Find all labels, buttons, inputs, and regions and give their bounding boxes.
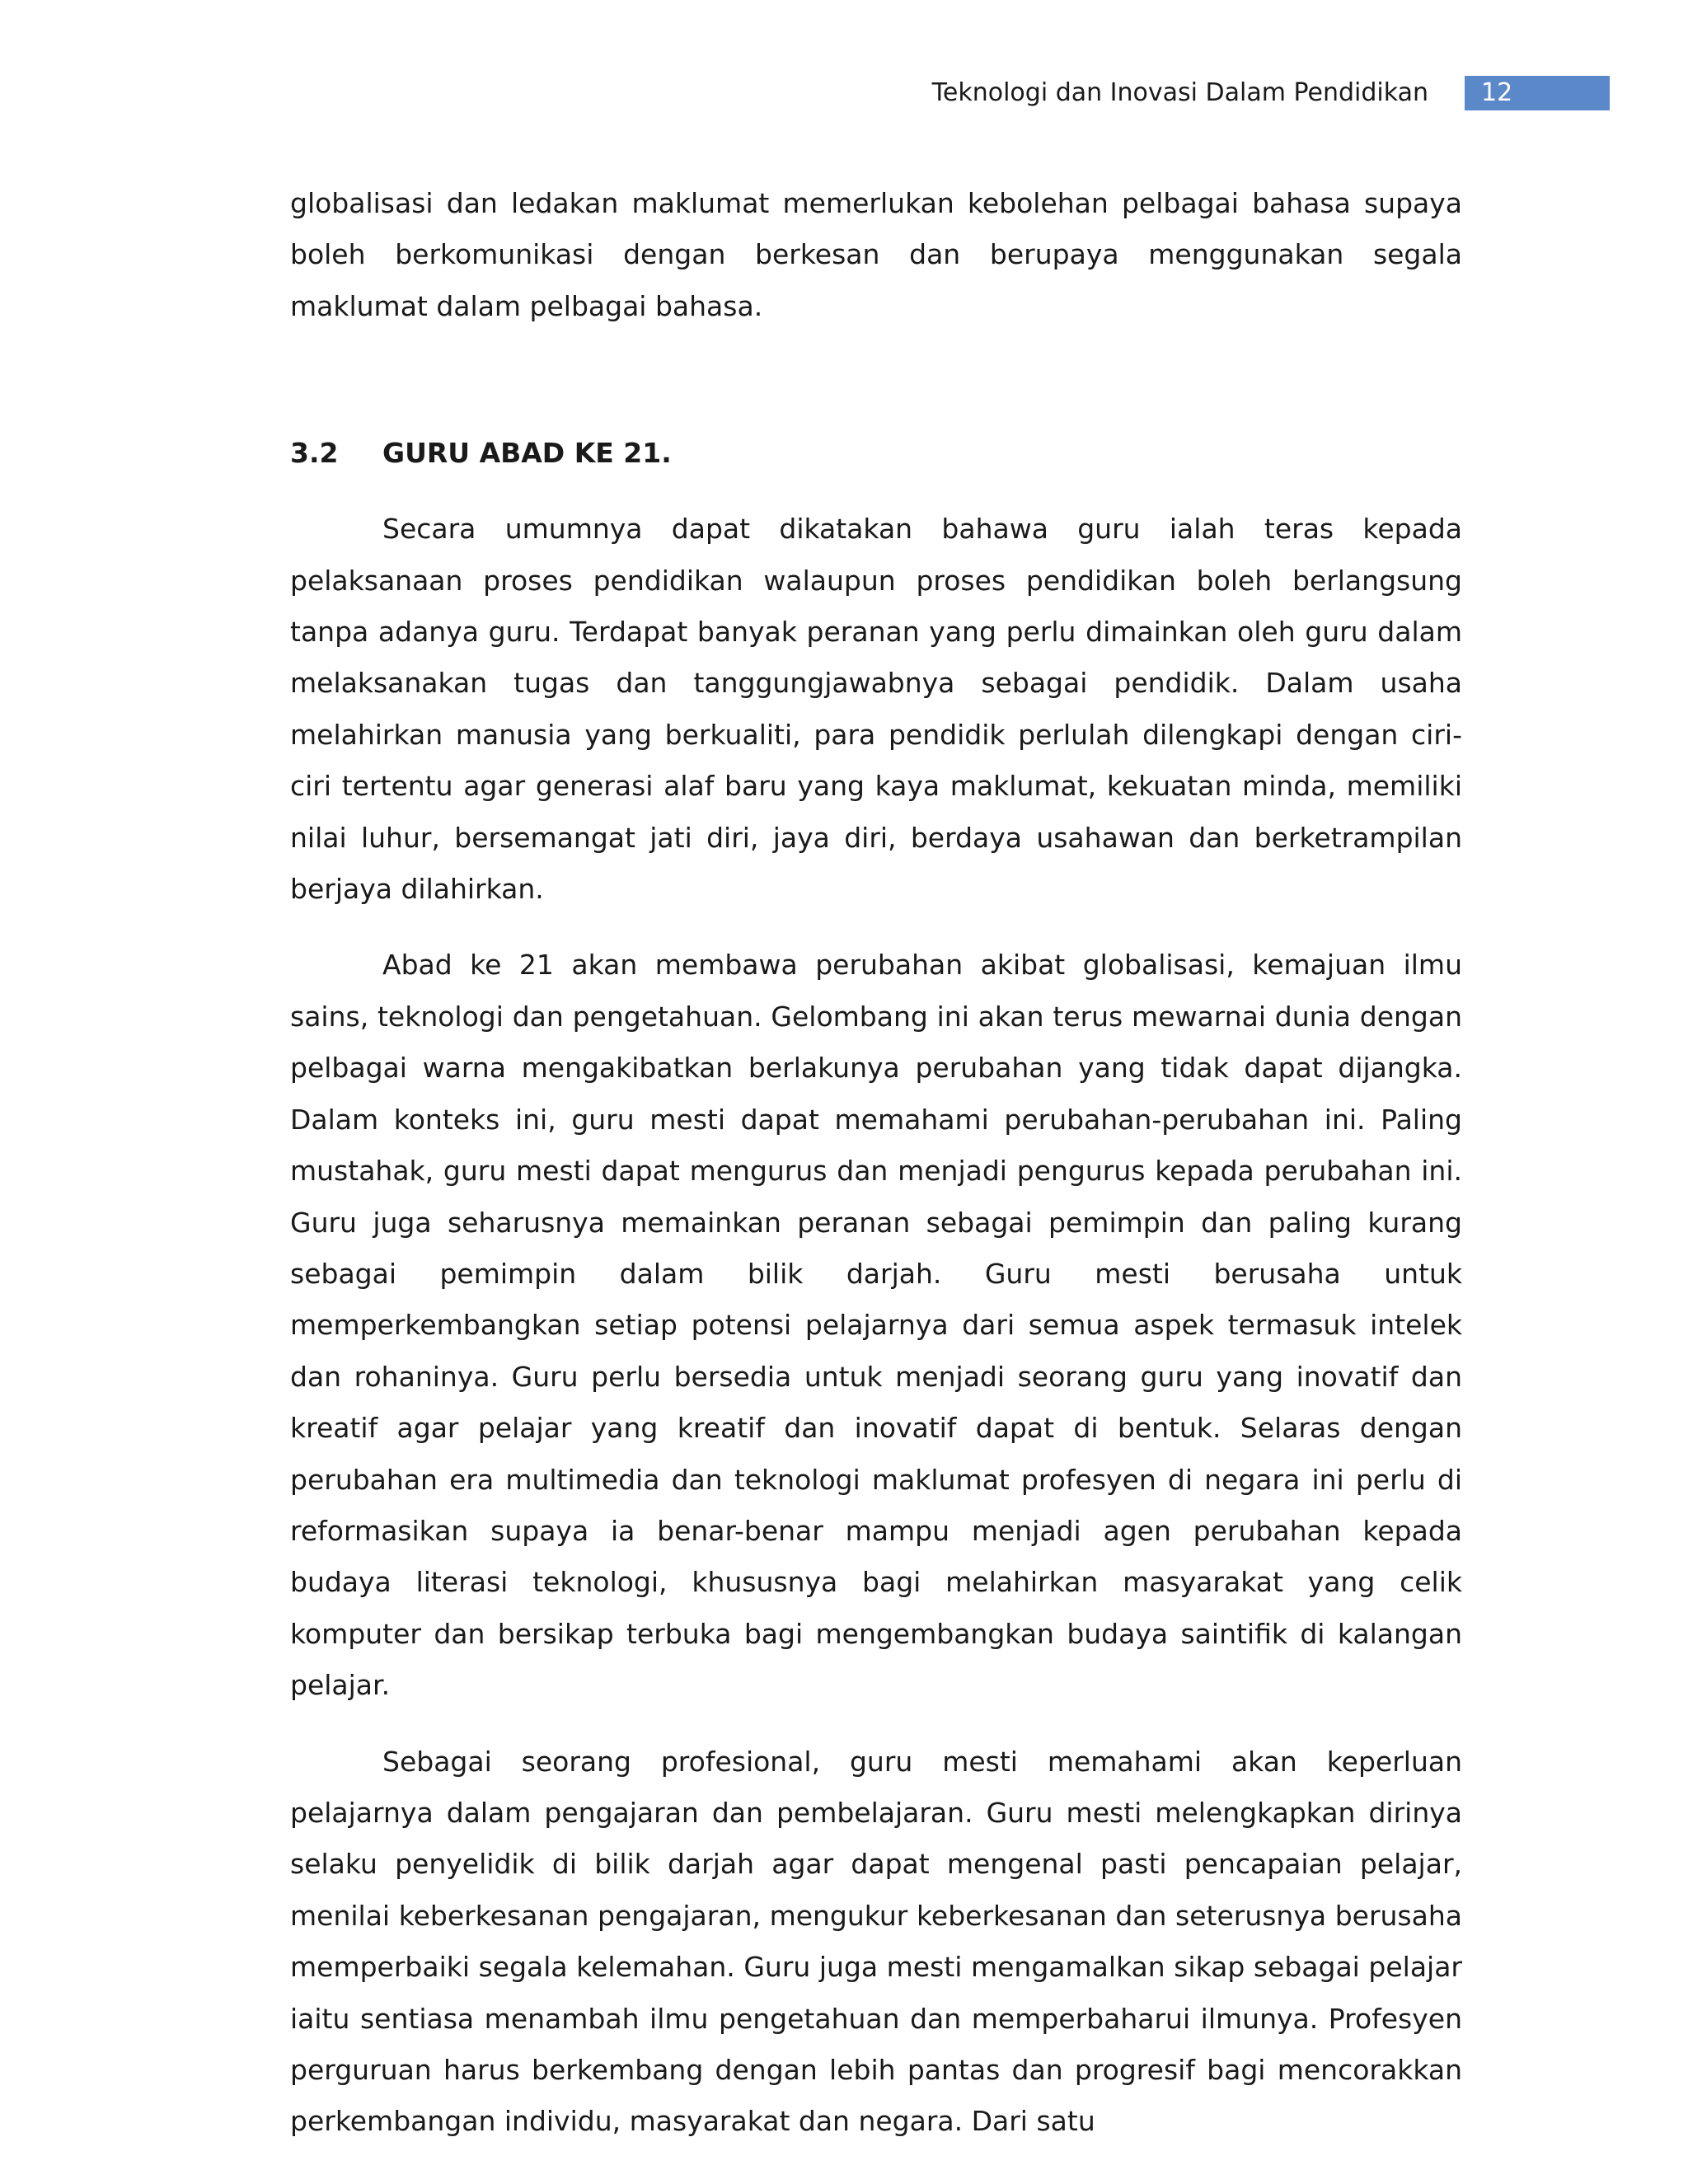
section-number: 3.2 — [290, 437, 339, 470]
page-number: 12 — [1481, 78, 1513, 107]
header-title: Teknologi dan Inovasi Dalam Pendidikan — [931, 78, 1428, 107]
section-title: GURU ABAD KE 21. — [382, 437, 672, 470]
page-number-box — [1465, 76, 1610, 110]
body-paragraph-1: Secara umumnya dapat dikatakan bahawa guru ialah teras kepada pelaksanaan proses pendidikan walaupun proses pendidikan boleh berlangsung tanpa adanya guru. Terdapat banyak peranan yang perlu dimainkan oleh guru dalam melaksanakan tugas dan tanggungjawabnya sebagai pendidik. Dalam usaha melahirkan manusia yang berkualiti, para pendidik perlulah dilengkapi dengan ciri-ciri tertentu agar generasi alaf baru yang kaya maklumat, kekuatan minda, memiliki nilai luhur, bersemangat jati diri, jaya diri, berdaya usahawan dan berketrampilan berjaya dilahirkan. — [290, 513, 1462, 906]
document-body — [290, 178, 1462, 2148]
section-heading — [290, 428, 1462, 479]
body-paragraph-2: Abad ke 21 akan membawa perubahan akibat globalisasi, kemajuan ilmu sains, teknologi dan pengetahuan. Gelombang ini akan terus mewarnai dunia dengan pelbagai warna mengakibatkan berlakunya perubahan yang tidak dapat dijangka. Dalam konteks ini, guru mesti dapat memahami perubahan-perubahan ini. Paling mustahak, guru mesti dapat mengurus dan menjadi pengurus kepada perubahan ini. Guru juga seharusnya memainkan peranan sebagai pemimpin dan paling kurang sebagai pemimpin dalam bilik darjah. Guru mesti berusaha untuk memperkembangkan setiap potensi pelajarnya dari semua aspek termasuk intelek dan rohaninya. Guru perlu bersedia untuk menjadi seorang guru yang inovatif dan kreatif agar pelajar yang kreatif dan inovatif dapat di bentuk. Selaras dengan perubahan era multimedia dan teknologi maklumat profesyen di negara ini perlu di reformasikan supaya ia benar-benar mampu menjadi agen perubahan kepada budaya literasi teknologi, khususnya bagi melahirkan masyarakat yang celik komputer dan bersikap terbuka bagi mengembangkan budaya saintifik di kalangan pelajar. — [290, 949, 1462, 1702]
intro-paragraph: globalisasi dan ledakan maklumat memerlukan kebolehan pelbagai bahasa supaya boleh berkomunikasi dengan berkesan dan berupaya menggunakan segala maklumat dalam pelbagai bahasa. — [290, 187, 1462, 322]
body-paragraph-3: Sebagai seorang profesional, guru mesti memahami akan keperluan pelajarnya dalam pengajaran dan pembelajaran. Guru mesti melengkapkan dirinya selaku penyelidik di bilik darjah agar dapat mengenal pasti pencapaian pelajar, menilai keberkesanan pengajaran, mengukur keberkesanan dan seterusnya berusaha memperbaiki segala kelemahan. Guru juga mesti mengamalkan sikap sebagai pelajar iaitu sentiasa menambah ilmu pengetahuan dan memperbaharui ilmunya. Profesyen perguruan harus berkembang dengan lebih pantas dan progresif bagi mencorakkan perkembangan individu, masyarakat dan negara. Dari satu — [290, 1745, 1462, 2138]
page-header — [0, 76, 1688, 110]
